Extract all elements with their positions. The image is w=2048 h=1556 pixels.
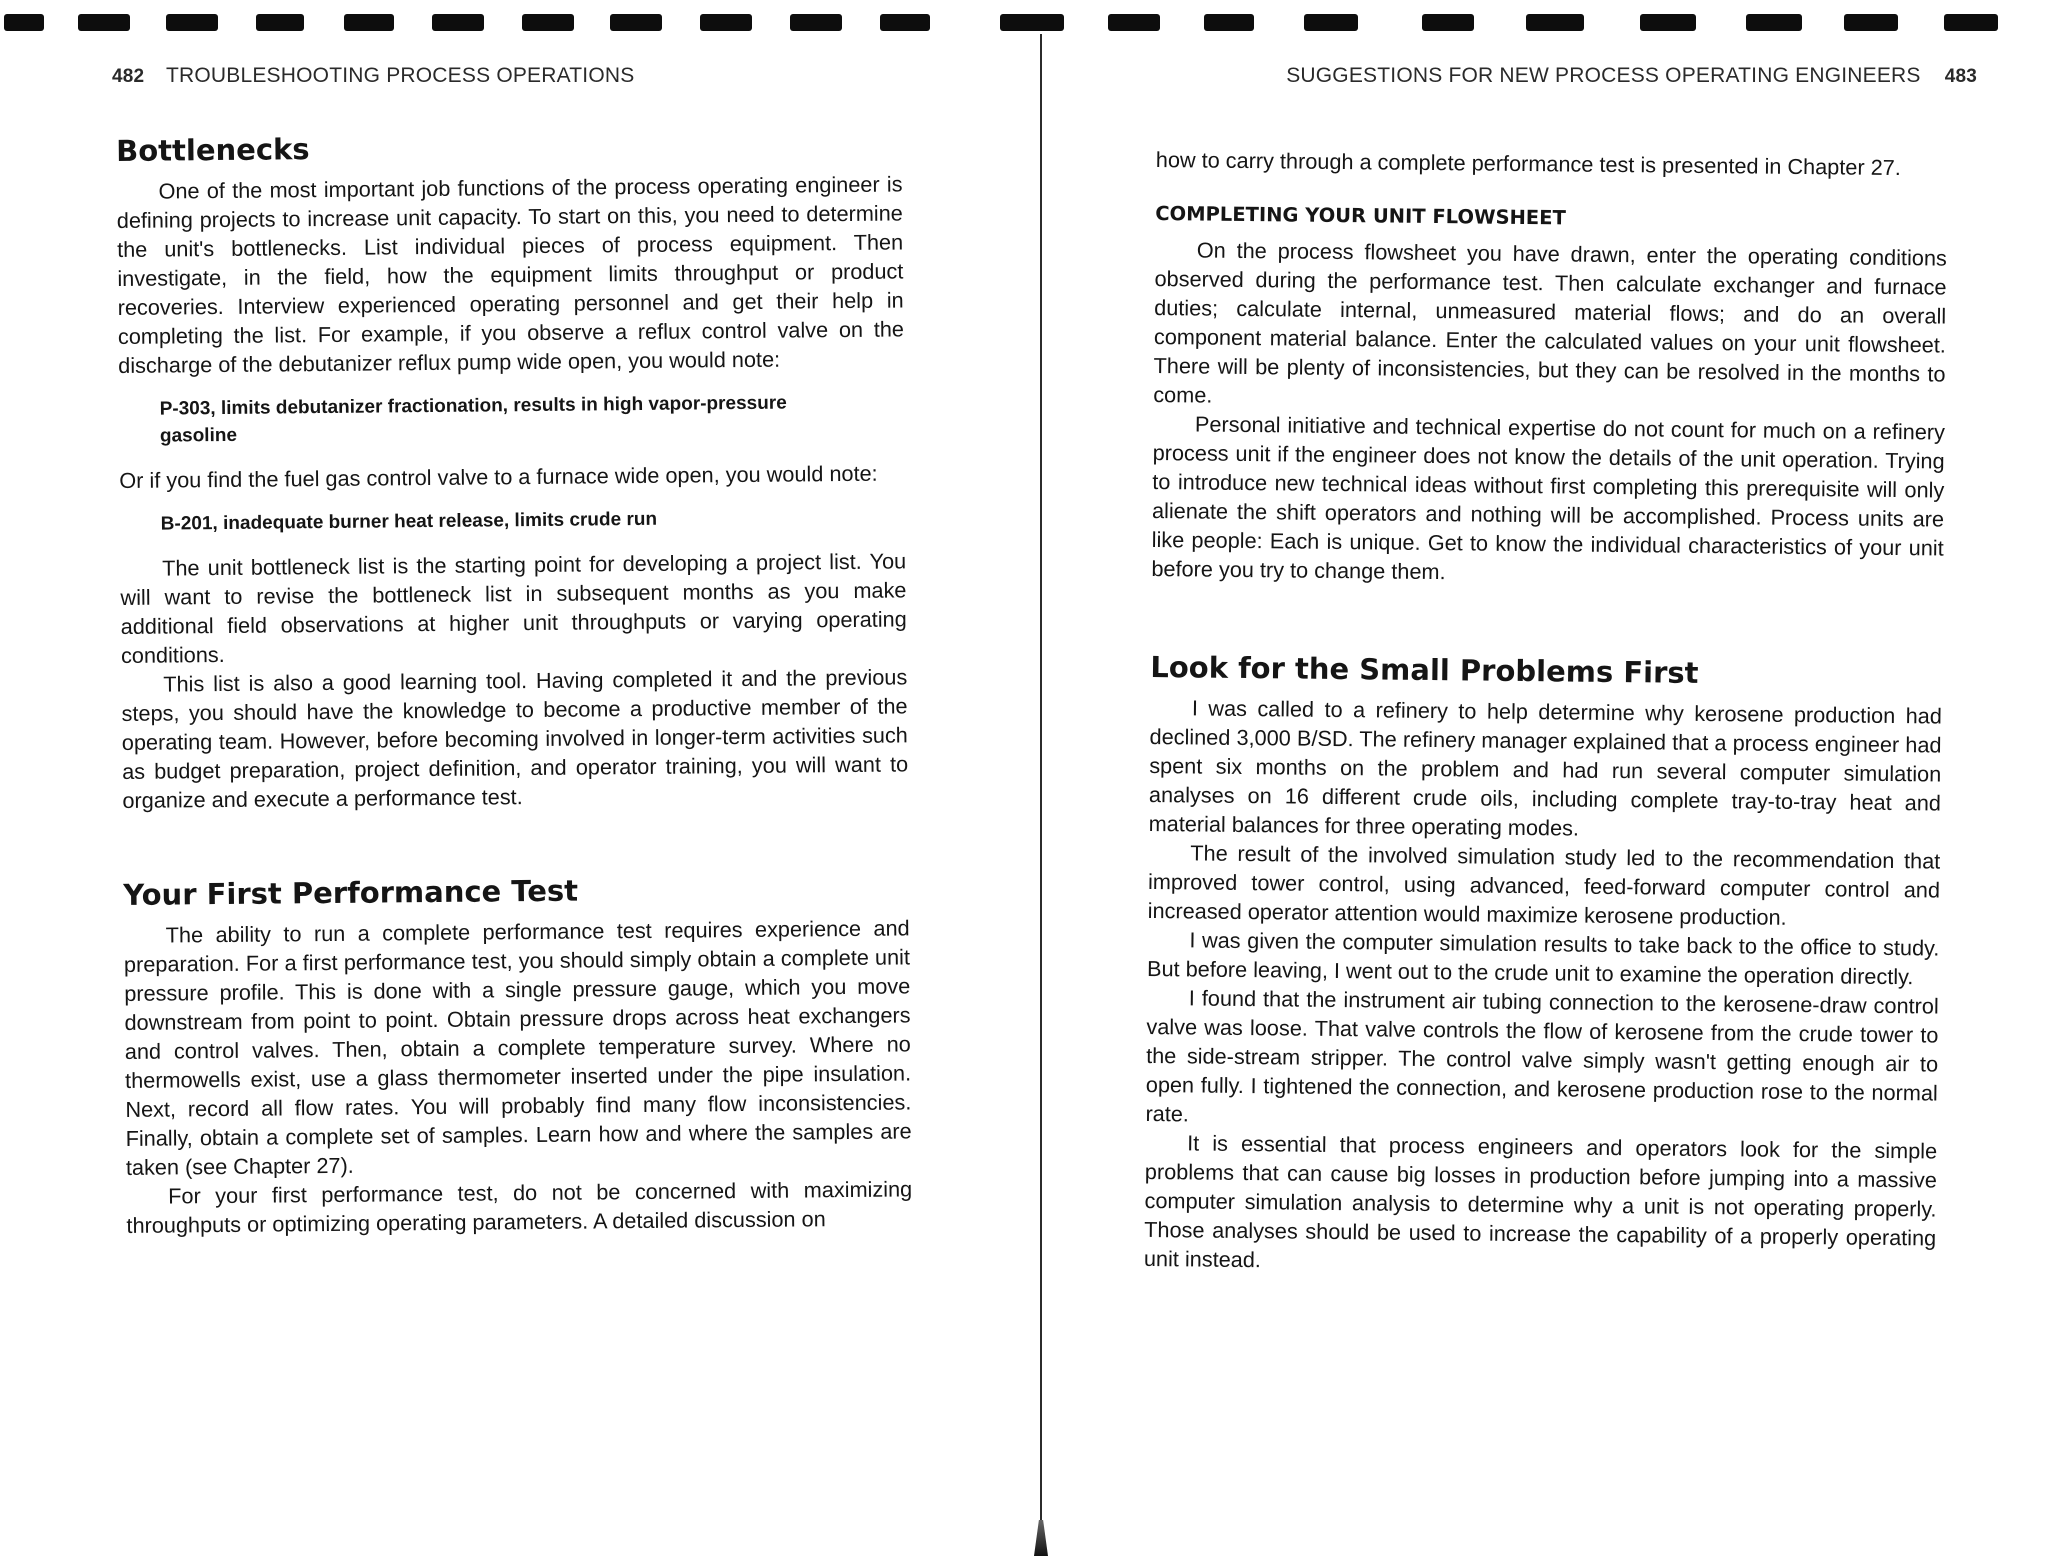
paragraph: The result of the involved simulation study led to the recommendation that improved tower control, using advanced, feed-forward computer control and increased operator attention would maximize kerosene production. [1147, 840, 1941, 930]
paragraph: On the process flowsheet you have drawn, enter the operating conditions observed during the performance test. Then calculate exchanger and furnace duties; calculate internal, unmeasured material flows; and do an overall component material balance. Enter the calculated values on your unit flowsheet. There will be plenty of inconsistencies, but they can be resolved in the months to come. [1153, 237, 1947, 408]
paragraph: The ability to run a complete performance test requires experience and preparation. For a first performance test, you should simply obtain a complete unit pressure profile. This is done with a single pressure gauge, which you move downstream from point to point. Obtain pressure drops across heat exchangers and control valves. Then, obtain a complete temperature survey. Where no thermowells exist, use a glass thermometer inserted under the pipe insulation. Next, record all flow rates. You will probably find many flow inconsistencies. Finally, obtain a complete set of samples. Learn how and where the samples are taken (see Chapter 27). [123, 915, 912, 1180]
paragraph: I was called to a refinery to help determine why kerosene production had declined 3,000 B/SD. The refinery manager explained that a process engineer had spent six months on the problem and had run several computer simulation analyses on 16 different crude oils, including complete tray-to-tray heat and material balances for three operating modes. [1148, 695, 1943, 841]
section-heading-small-problems: Look for the Small Problems First [1150, 649, 1699, 690]
right-page [1042, 0, 2048, 1556]
section-heading-bottlenecks: Bottlenecks [116, 132, 310, 168]
bottleneck-example: P-303, limits debutanizer fractionation, results in high vapor-pressure gasoline [159, 392, 787, 447]
paragraph: Or if you find the fuel gas control valve to a furnace wide open, you would note: [119, 460, 878, 493]
bottleneck-example: B-201, inadequate burner heat release, limits crude run [160, 508, 658, 535]
paragraph: One of the most important job functions of the process operating engineer is defining projects to increase unit capacity. To start on this, you need to determine the unit's bottlenecks. List individual pieces of process equipment. Then investigate, in the field, how the equipment limits throughput or product recoveries. Interview experienced operating personnel and get their help in completing the list. For example, if you observe a reflux control valve on the discharge of the debutanizer reflux pump wide open, you would note: [116, 171, 905, 378]
page-number: 482 [112, 66, 145, 87]
right-text-block [1144, 145, 1948, 1282]
running-head-title: TROUBLESHOOTING PROCESS OPERATIONS [165, 64, 635, 87]
page-number: 483 [1944, 66, 1977, 87]
paragraph: I was given the computer simulation results to take back to the office to study. But before leaving, I went out to the crude unit to examine the operation directly. [1146, 927, 1940, 990]
paragraph: For your first performance test, do not be concerned with maximizing throughputs or optimizing operating parameters. A detailed discussion on [126, 1176, 913, 1238]
running-head-title: SUGGESTIONS FOR NEW PROCESS OPERATING ENGINEERS [1286, 64, 1921, 87]
running-head [1286, 64, 1977, 88]
subsection-heading-flowsheet: COMPLETING YOUR UNIT FLOWSHEET [1155, 201, 1566, 230]
paragraph: Personal initiative and technical expertise do not count for much on a refinery process unit if the engineer does not know the details of the unit operation. Trying to introduce new technical ideas without first completing this prerequisite will only alienate the shift operators and nothing will be accomplished. Process units are like people: Each is unique. Get to know the individual characteristics of your unit before you try to change them. [1151, 411, 1946, 585]
paragraph: The unit bottleneck list is the starting point for developing a project list. You will want to revise the bottleneck list in subsequent months as you make additional field observations at higher unit throughputs or varying operating conditions. [120, 548, 907, 668]
paragraph: It is essential that process engineers and operators look for the simple problems that can cause big losses in production before jumping into a massive computer simulation analysis to determine why a unit is not operating properly. Those analyses should be used to increase the capability of a properly operating unit instead. [1143, 1130, 1938, 1273]
paragraph: how to carry through a complete performance test is presented in Chapter 27. [1155, 146, 1901, 181]
paragraph: This list is also a good learning tool. Having completed it and the previous steps, you should have the knowledge to become a productive member of the operating team. However, before becoming involved in longer-term activities such as budget preparation, project definition, and operator training, you will want to organize and execute a performance test. [121, 664, 909, 813]
left-text-block [116, 125, 913, 1239]
running-head [112, 64, 634, 88]
paragraph: I found that the instrument air tubing connection to the kerosene-draw control valve was loose. That valve controls the flow of kerosene from the crude tower to the side-stream stripper. The control valve simply wasn't getting enough air to open fully. I tightened the connection, and kerosene production rose to the normal rate. [1145, 985, 1939, 1127]
section-heading-first-performance-test: Your First Performance Test [123, 873, 579, 912]
